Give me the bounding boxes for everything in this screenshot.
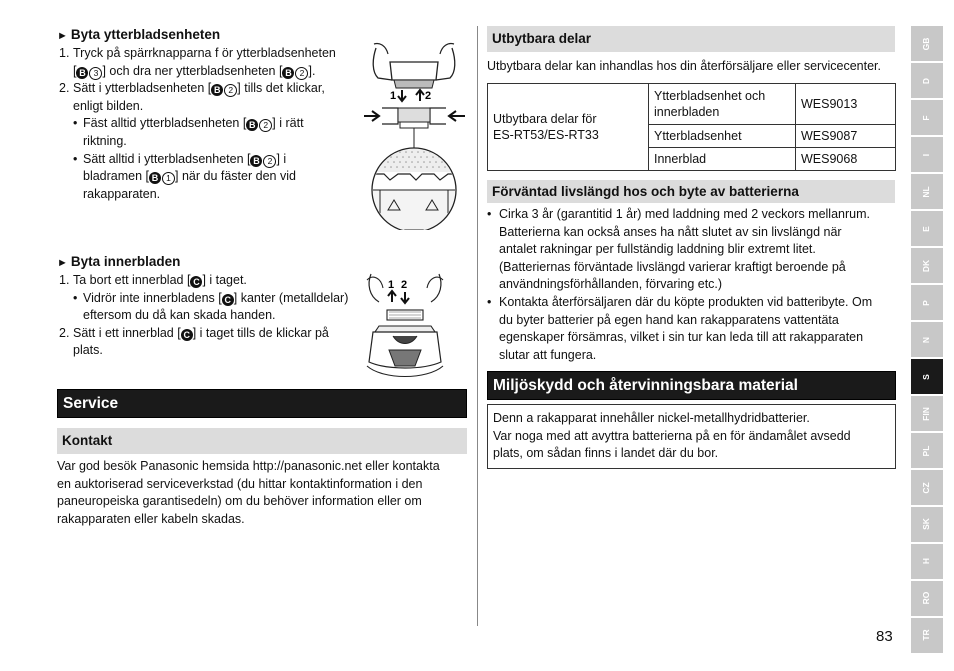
language-tab-label: GB	[921, 37, 932, 51]
parts-intro: Utbytbara delar kan inhandlas hos din återförsäljare eller servicecenter.	[487, 59, 881, 73]
part-badge: C	[190, 276, 202, 288]
battery-subsection-bar	[487, 180, 895, 203]
parts-table	[487, 83, 896, 171]
step: 2. Sätt i ytterbladsenheten [ B 2 ] tills det klickar,	[59, 81, 325, 96]
text-line: Denn a rakapparat innehåller nickel-metallhydridbatterier.	[493, 411, 810, 425]
language-tab-e[interactable]	[911, 211, 943, 246]
step: 2. Sätt i ett innerblad [ C ] i taget tills de klickar på	[59, 325, 329, 340]
bullet-cont: rakapparaten.	[83, 186, 161, 201]
part-badge: C	[222, 294, 234, 306]
model-cell: Utbytbara delar för ES-RT53/ES-RT33	[488, 84, 649, 171]
outer-blade-steps	[57, 45, 357, 203]
bullet: • Sätt alltid i ytterbladsenheten [ B 2 ] i	[73, 151, 287, 166]
language-tab-label: RO	[921, 592, 932, 605]
bullet-cont: eftersom du då kan skada handen.	[83, 308, 276, 323]
outer-blade-illustration	[362, 40, 467, 230]
language-tab-label: S	[921, 373, 932, 380]
language-tab-cz[interactable]	[911, 470, 943, 505]
language-tabs	[911, 26, 943, 655]
inner-blade-heading: ► Byta innerbladen	[57, 254, 181, 269]
language-tab-i[interactable]	[911, 137, 943, 172]
service-section-bar	[57, 389, 467, 418]
language-tab-nl[interactable]	[911, 174, 943, 209]
bullet-cont: antalet rakningar per fullständig laddning blir extremt litet.	[499, 242, 816, 257]
language-tab-label: E	[921, 225, 932, 232]
inner-blade-section	[57, 253, 367, 360]
language-tab-f[interactable]	[911, 100, 943, 135]
step-cont: [ B 3 ] och dra ner ytterbladsenheten [ B 2 ].	[73, 63, 316, 78]
contact-heading: Kontakt	[62, 433, 113, 448]
text-line: Var god besök Panasonic hemsida http://panasonic.net eller kontakta	[57, 459, 440, 473]
language-tab-tr[interactable]	[911, 618, 943, 653]
inner-blade-illustration	[363, 270, 448, 385]
language-tab-p[interactable]	[911, 285, 943, 320]
language-tab-label: P	[921, 299, 932, 306]
part-code-cell: WES9013	[796, 84, 896, 125]
bullet-cont: (Batteriernas förväntade livslängd varierar kraftigt beroende på	[499, 259, 846, 274]
language-tab-label: D	[921, 77, 932, 84]
language-tab-label: PL	[921, 445, 932, 456]
part-name-cell: Ytterbladsenhet och innerbladen	[649, 84, 796, 125]
bullet: • Kontakta återförsäljaren där du köpte produkten vid batteribyte. Om	[487, 294, 873, 309]
part-code-cell: WES9087	[796, 125, 896, 148]
triangle-right-icon: ►	[57, 30, 68, 42]
battery-text	[487, 206, 902, 364]
language-tab-label: DK	[921, 259, 932, 272]
text-line: rakapparaten eller kabeln skadas.	[57, 511, 245, 526]
bullet: • Vidrör inte innerbladens [ C ] kanter (metalldelar)	[73, 290, 349, 305]
language-tab-fin[interactable]	[911, 396, 943, 431]
environment-box	[487, 404, 896, 469]
part-circle: 2	[263, 155, 276, 168]
language-tab-label: N	[921, 336, 932, 343]
environment-section-bar	[487, 371, 896, 400]
column-divider	[477, 26, 478, 626]
part-circle: 2	[259, 119, 272, 132]
fig-label: 2	[425, 90, 432, 102]
step-cont: enligt bilden.	[73, 98, 144, 113]
text-line: en auktoriserad serviceverkstad (du hittar kontaktinformation i den	[57, 476, 423, 491]
bullet-cont: användningsförhållanden, förvaring etc.)	[499, 277, 723, 292]
contact-subsection-bar	[57, 428, 467, 454]
parts-subsection-bar	[487, 26, 895, 52]
language-tab-pl[interactable]	[911, 433, 943, 468]
step: 1. Tryck på spärrknapparna f ör ytterbladsenheten	[59, 46, 336, 60]
language-tab-label: NL	[921, 185, 932, 198]
part-circle: 1	[162, 172, 175, 185]
fig-label: 2	[401, 279, 408, 291]
battery-heading: Förväntad livslängd hos och byte av batterierna	[492, 184, 799, 199]
part-circle: 3	[89, 67, 102, 80]
language-tab-h[interactable]	[911, 544, 943, 579]
language-tab-label: I	[921, 153, 932, 156]
bullet: • Fäst alltid ytterbladsenheten [ B 2 ] i rätt	[73, 116, 304, 131]
bullet-cont: du byter batterier på egen hand kan rakapparatens vattentäta	[499, 312, 839, 327]
language-tab-label: FIN	[921, 406, 932, 421]
bullet-cont: Batterierna kan också anses ha nått slutet av sin livslängd när	[499, 224, 842, 239]
part-name-cell: Ytterbladsenhet	[649, 125, 796, 148]
language-tab-sk[interactable]	[911, 507, 943, 542]
part-circle: 2	[295, 67, 308, 80]
part-circle: 2	[224, 84, 237, 97]
page-number: 83	[876, 628, 893, 645]
language-tab-label: F	[921, 115, 932, 121]
parts-heading: Utbytbara delar	[492, 31, 592, 46]
language-tab-label: H	[921, 558, 932, 565]
language-tab-label: CZ	[921, 481, 932, 494]
part-badge: B	[76, 67, 88, 79]
part-name-cell: Innerblad	[649, 148, 796, 171]
contact-text	[57, 458, 472, 528]
bullet-cont: bladramen [ B 1 ] när du fäster den vid	[83, 169, 296, 184]
step-cont: plats.	[73, 343, 103, 358]
language-tab-label: SK	[921, 518, 932, 531]
part-badge: C	[181, 329, 193, 341]
language-tab-ro[interactable]	[911, 581, 943, 616]
part-badge: B	[149, 172, 161, 184]
bullet: • Cirka 3 år (garantitid 1 år) med laddning med 2 veckors mellanrum.	[487, 207, 870, 221]
part-badge: B	[282, 67, 294, 79]
bullet-cont: egenskaper försämras, vilket i sin tur kan leda till att rakapparaten	[499, 330, 864, 345]
language-tab-d[interactable]	[911, 63, 943, 98]
fig-label: 1	[390, 90, 397, 102]
language-tab-label: TR	[921, 629, 932, 642]
step: 1. Ta bort ett innerblad [ C ] i taget.	[59, 273, 247, 287]
text-line: Var noga med att avyttra batterierna på en för ändamålet avsedd	[493, 428, 851, 443]
part-badge: B	[246, 119, 258, 131]
text-line: plats, om sådan finns i landet där du bor.	[493, 446, 719, 461]
triangle-right-icon: ►	[57, 257, 68, 269]
language-tab-s[interactable]	[911, 359, 943, 394]
bullet-cont: slutar att fungera.	[499, 347, 597, 362]
bullet-cont: riktning.	[83, 133, 127, 148]
parts-table-wrap	[487, 83, 896, 171]
part-badge: B	[250, 155, 262, 167]
text-line: paneuropeiska garantisedeln) om du behöver information eller om	[57, 494, 422, 509]
language-tab-gb[interactable]	[911, 26, 943, 61]
language-tab-dk[interactable]	[911, 248, 943, 283]
service-heading: Service	[63, 395, 119, 412]
part-code-cell: WES9068	[796, 148, 896, 171]
environment-heading: Miljöskydd och återvinningsbara material	[493, 377, 798, 394]
outer-blade-heading: ► Byta ytterbladsenheten	[57, 27, 221, 42]
language-tab-n[interactable]	[911, 322, 943, 357]
part-badge: B	[211, 84, 223, 96]
fig-label: 1	[388, 279, 395, 291]
